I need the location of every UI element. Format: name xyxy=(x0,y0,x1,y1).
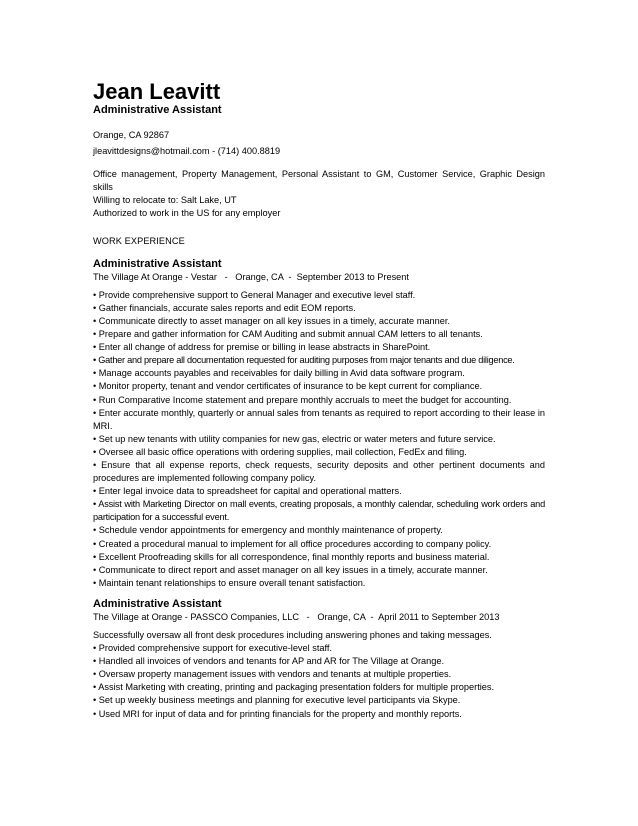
list-item: • Communicate directly to asset manager on all key issues in a timely, accurate manner. xyxy=(93,315,450,326)
job-bullets xyxy=(93,642,545,721)
summary-block xyxy=(93,168,545,220)
job-meta: The Village at Orange - PASSCO Companies, LLC - Orange, CA - April 2011 to September 2013 xyxy=(93,611,500,622)
list-item: • Enter legal invoice data to spreadsheet for capital and operational matters. xyxy=(93,486,402,497)
list-item: • Handled all invoices of vendors and tenants for AP and AR for The Village at Orange. xyxy=(93,656,445,667)
job-intro: Successfully oversaw all front desk procedures including answering phones and taking messages. xyxy=(93,630,492,640)
job-title: Administrative Assistant xyxy=(93,257,222,270)
work-experience-heading: WORK EXPERIENCE xyxy=(93,235,185,246)
list-item: • Assist with Marketing Director on mall events, creating proposals, a monthly calendar, scheduling work orders and participation for a successful event. xyxy=(93,499,545,523)
list-item: • Set up weekly business meetings and planning for executive level participants via Skype. xyxy=(93,695,461,706)
list-item: • Maintain tenant relationships to ensure overall tenant satisfaction. xyxy=(93,577,366,588)
list-item: • Run Comparative Income statement and prepare monthly accruals to meet the budget for accounting. xyxy=(93,394,512,405)
list-item: • Assist Marketing with creating, printing and packaging presentation folders for multiple properties. xyxy=(93,682,495,693)
list-item: • Oversaw property management issues with vendors and tenants at multiple properties. xyxy=(93,669,452,680)
list-item: • Set up new tenants with utility companies for new gas, electric or water meters and future service. xyxy=(93,433,496,444)
list-item: • Communicate to direct report and asset manager on all key issues in a timely, accurate manner. xyxy=(93,564,488,575)
job-entry-1 xyxy=(93,258,545,590)
list-item: • Enter all change of address for premise or billing in lease abstracts in SharePoint. xyxy=(93,342,431,353)
list-item: • Schedule vendor appointments for emergency and monthly maintenance of property. xyxy=(93,525,443,536)
list-item: • Ensure that all expense reports, check requests, security deposits and other pertinent documents and procedures are implemented following company policy. xyxy=(93,459,545,484)
list-item: • Created a procedural manual to implement for all office procedures according to company policy. xyxy=(93,538,492,549)
list-item: • Oversee all basic office operations with ordering supplies, mail collection, FedEx and filing. xyxy=(93,446,467,457)
job-bullets xyxy=(93,289,545,590)
contact-location: Orange, CA 92867 xyxy=(93,130,170,140)
summary-skills: Office management, Property Management, Personal Assistant to GM, Customer Service, Graphic Design skills xyxy=(93,169,545,193)
list-item: • Manage accounts payables and receivables for daily billing in Avid data software program. xyxy=(93,368,465,379)
list-item: • Excellent Proofreading skills for all correspondence, final monthly reports and business material. xyxy=(93,551,490,562)
summary-authorized: Authorized to work in the US for any employer xyxy=(93,208,281,219)
list-item: • Gather and prepare all documentation requested for auditing purposes from major tenants and due diligence. xyxy=(93,355,515,366)
candidate-headline: Administrative Assistant xyxy=(93,104,222,116)
list-item: • Provide comprehensive support to General Manager and executive level staff. xyxy=(93,289,416,300)
list-item: • Provided comprehensive support for executive-level staff. xyxy=(93,643,332,654)
candidate-name: Jean Leavitt xyxy=(93,79,221,104)
resume-page xyxy=(93,80,545,727)
job-entry-2 xyxy=(93,598,545,721)
list-item: • Used MRI for input of data and for printing financials for the property and monthly reports. xyxy=(93,708,462,719)
list-item: • Prepare and gather information for CAM Auditing and submit annual CAM letters to all tenants. xyxy=(93,329,483,340)
list-item: • Enter accurate monthly, quarterly or annual sales from tenants as required to report according to their lease in MRI. xyxy=(93,407,545,431)
list-item: • Gather financials, accurate sales reports and edit EOM reports. xyxy=(93,302,356,313)
job-meta: The Village At Orange - Vestar - Orange, CA - September 2013 to Present xyxy=(93,271,409,282)
job-title: Administrative Assistant xyxy=(93,597,222,610)
summary-relocate: Willing to relocate to: Salt Lake, UT xyxy=(93,195,237,206)
contact-email-phone: jleavittdesigns@hotmail.com - (714) 400.8819 xyxy=(93,146,281,157)
list-item: • Monitor property, tenant and vendor certificates of insurance to be kept current for compliance. xyxy=(93,381,483,392)
